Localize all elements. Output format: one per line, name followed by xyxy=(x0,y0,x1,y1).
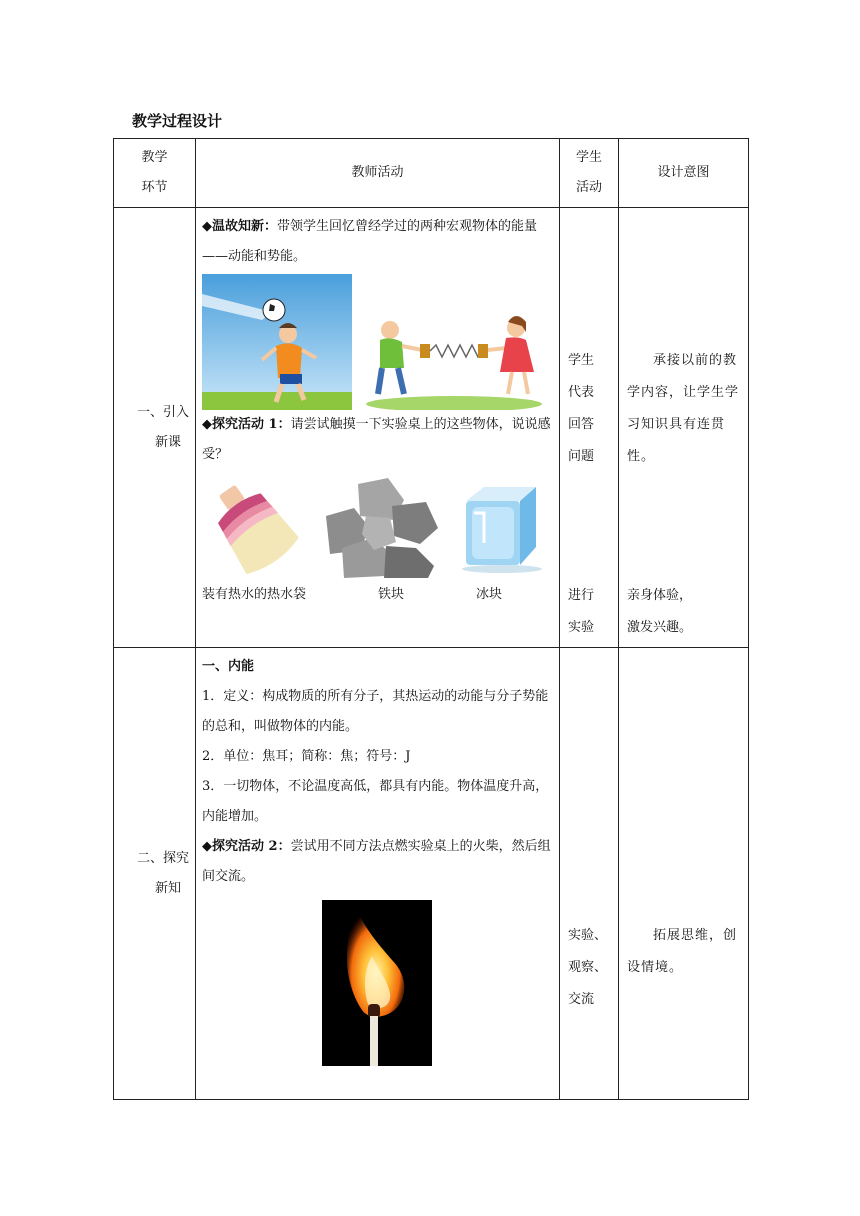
review-paragraph: ◆温故知新：带领学生回忆曾经学过的两种宏观物体的能量——动能和势能。 xyxy=(202,219,538,264)
soccer-header-image xyxy=(202,274,352,410)
match-flame-image xyxy=(322,900,432,1066)
intent-continuity-text: 承接以前的教学内容，让学生学习知识具有连贯性。 xyxy=(627,353,740,464)
student-experiment-observe-text: 实验、 观察、 交流 xyxy=(568,928,608,1007)
header-stage: 教学 环节 xyxy=(114,139,196,208)
unit-item: 2．单位：焦耳；简称：焦；符号：J xyxy=(202,749,411,764)
caption-hot-water-bag: 装有热水的热水袋 xyxy=(202,587,307,602)
student-answer-text: 学生 代表 回答 问题 xyxy=(568,353,595,464)
intent-experience-text: 亲身体验， 激发兴趣。 xyxy=(627,588,693,635)
teacher-cell-intro xyxy=(196,208,560,648)
hot-water-bag-image xyxy=(206,477,306,577)
student-cell-explore xyxy=(560,648,619,1100)
intent-expand-thinking-text: 拓展思维，创设情境。 xyxy=(627,928,738,975)
lesson-plan-table xyxy=(113,138,749,1100)
tug-spring-image xyxy=(366,304,542,410)
touch-objects-images xyxy=(206,476,553,578)
header-student: 学生 活动 xyxy=(560,139,619,208)
stage-cell-explore: 二、探究 新知 xyxy=(114,648,196,1100)
table-header-row xyxy=(114,139,749,208)
header-teacher: 教师活动 xyxy=(196,139,560,208)
object-captions xyxy=(202,578,553,612)
energy-images xyxy=(202,274,553,410)
header-intent: 设计意图 xyxy=(619,139,749,208)
caption-ice-cube: 冰块 xyxy=(476,587,503,602)
property-item: 3．一切物体，不论温度高低，都具有内能。物体温度升高，内能增加。 xyxy=(202,779,549,824)
explore-activity-2: ◆探究活动 2：尝试用不同方法点燃实验桌上的火柴，然后组间交流。 xyxy=(202,839,551,884)
section-title-internal-energy: 一、内能 xyxy=(202,659,255,674)
ice-cube-image xyxy=(456,479,548,575)
student-cell-intro xyxy=(560,208,619,648)
stage-cell-intro: 一、引入 新课 xyxy=(114,208,196,648)
explore-activity-1: ◆探究活动 1：请尝试触摸一下实验桌上的这些物体，说说感受？ xyxy=(202,417,551,462)
teacher-cell-explore xyxy=(196,648,560,1100)
table-row xyxy=(114,648,749,1100)
student-experiment-text: 进行 实验 xyxy=(568,588,595,635)
intent-cell-explore xyxy=(619,648,749,1100)
iron-block-image xyxy=(322,476,440,578)
caption-iron-block: 铁块 xyxy=(378,587,405,602)
definition-item: 1．定义：构成物质的所有分子，其热运动的动能与分子势能的总和，叫做物体的内能。 xyxy=(202,689,549,734)
page-title: 教学过程设计 xyxy=(132,112,223,130)
match-flame-image-wrap xyxy=(322,900,553,1066)
table-row xyxy=(114,208,749,648)
intent-cell-intro xyxy=(619,208,749,648)
